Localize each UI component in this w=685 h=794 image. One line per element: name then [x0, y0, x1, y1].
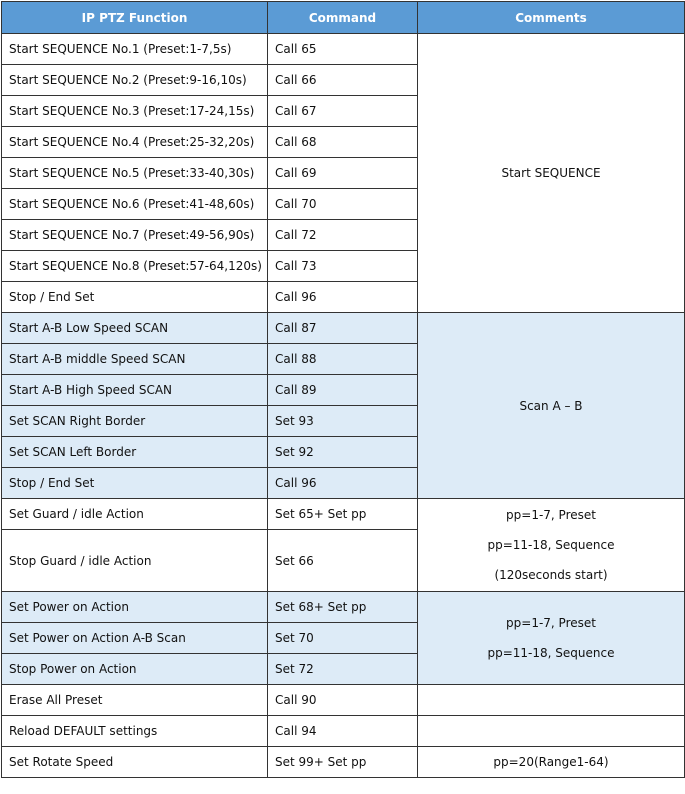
function-cell: Start SEQUENCE No.4 (Preset:25-32,20s) [2, 127, 268, 158]
function-cell: Stop Power on Action [2, 654, 268, 685]
command-cell: Set 66 [268, 530, 418, 592]
command-cell: Set 70 [268, 623, 418, 654]
command-cell: Call 87 [268, 313, 418, 344]
command-cell: Call 65 [268, 34, 418, 65]
command-cell: Set 93 [268, 406, 418, 437]
function-cell: Start A-B Low Speed SCAN [2, 313, 268, 344]
command-cell: Call 96 [268, 468, 418, 499]
command-cell: Set 65+ Set pp [268, 499, 418, 530]
function-cell: Start SEQUENCE No.2 (Preset:9-16,10s) [2, 65, 268, 96]
comment-line: pp=1-7, Preset [506, 616, 596, 630]
comment-line: pp=11-18, Sequence [487, 538, 615, 552]
function-cell: Start SEQUENCE No.1 (Preset:1-7,5s) [2, 34, 268, 65]
function-cell: Stop / End Set [2, 468, 268, 499]
command-cell: Call 69 [268, 158, 418, 189]
command-cell: Set 72 [268, 654, 418, 685]
function-cell: Stop / End Set [2, 282, 268, 313]
command-cell: Call 70 [268, 189, 418, 220]
function-cell: Start A-B middle Speed SCAN [2, 344, 268, 375]
table-row [2, 685, 685, 716]
comment-cell-guard [418, 499, 685, 592]
table-header-row [2, 2, 685, 34]
function-cell: Start SEQUENCE No.5 (Preset:33-40,30s) [2, 158, 268, 189]
header-command: Command [268, 2, 418, 34]
command-cell: Call 90 [268, 685, 418, 716]
comment-cell [418, 716, 685, 747]
function-cell: Set SCAN Left Border [2, 437, 268, 468]
table-row [2, 499, 685, 530]
table-row [2, 747, 685, 778]
function-cell: Set Guard / idle Action [2, 499, 268, 530]
comment-cell: pp=20(Range1-64) [418, 747, 685, 778]
command-cell: Call 73 [268, 251, 418, 282]
command-cell: Set 68+ Set pp [268, 592, 418, 623]
comment-cell-sequence: Start SEQUENCE [418, 34, 685, 313]
function-cell: Start SEQUENCE No.8 (Preset:57-64,120s) [2, 251, 268, 282]
comment-cell-scan: Scan A – B [418, 313, 685, 499]
table-row [2, 34, 685, 65]
command-cell: Call 89 [268, 375, 418, 406]
function-cell: Start A-B High Speed SCAN [2, 375, 268, 406]
command-cell: Set 92 [268, 437, 418, 468]
comment-cell [418, 685, 685, 716]
function-cell: Set Power on Action [2, 592, 268, 623]
function-cell: Set Power on Action A-B Scan [2, 623, 268, 654]
function-cell: Set Rotate Speed [2, 747, 268, 778]
command-cell: Call 94 [268, 716, 418, 747]
command-cell: Call 72 [268, 220, 418, 251]
comment-line: pp=1-7, Preset [506, 508, 596, 522]
command-cell: Set 99+ Set pp [268, 747, 418, 778]
table-row [2, 592, 685, 623]
comment-cell-power [418, 592, 685, 685]
header-function: IP PTZ Function [2, 2, 268, 34]
command-cell: Call 68 [268, 127, 418, 158]
function-cell: Start SEQUENCE No.7 (Preset:49-56,90s) [2, 220, 268, 251]
command-cell: Call 88 [268, 344, 418, 375]
comment-line: pp=11-18, Sequence [487, 646, 615, 660]
comment-line: (120seconds start) [494, 568, 608, 582]
header-comments: Comments [418, 2, 685, 34]
table-row [2, 716, 685, 747]
function-cell: Reload DEFAULT settings [2, 716, 268, 747]
function-cell: Set SCAN Right Border [2, 406, 268, 437]
ptz-command-table [1, 1, 685, 778]
function-cell: Erase All Preset [2, 685, 268, 716]
command-cell: Call 96 [268, 282, 418, 313]
table-row [2, 313, 685, 344]
command-cell: Call 67 [268, 96, 418, 127]
function-cell: Start SEQUENCE No.3 (Preset:17-24,15s) [2, 96, 268, 127]
function-cell: Start SEQUENCE No.6 (Preset:41-48,60s) [2, 189, 268, 220]
command-cell: Call 66 [268, 65, 418, 96]
function-cell: Stop Guard / idle Action [2, 530, 268, 592]
